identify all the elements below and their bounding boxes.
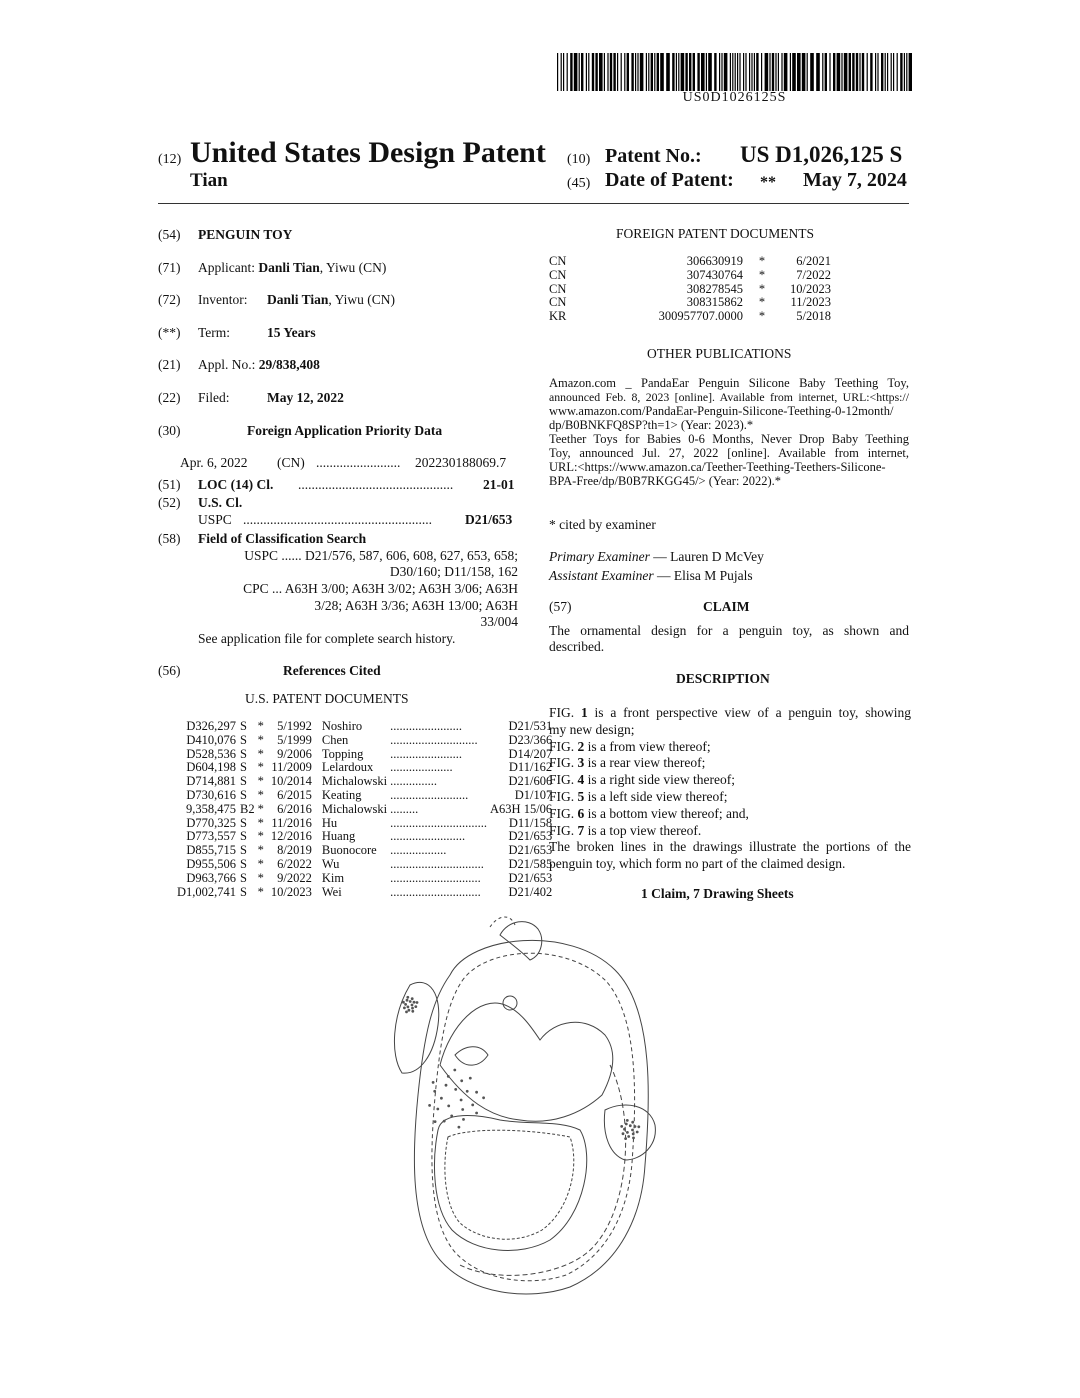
ref-class: D11/158 <box>508 815 553 830</box>
code-72: (72) <box>158 292 181 307</box>
barcode-number: US0D1026125S <box>682 90 787 105</box>
ref-star: * <box>257 732 264 747</box>
priority-date: Apr. 6, 2022 <box>180 455 248 470</box>
us-reference-row <box>177 748 552 762</box>
ref-kind: S <box>240 732 247 747</box>
code-10: (10) <box>567 152 591 167</box>
fig7-line: FIG. 7 is a top view thereof. <box>549 822 702 838</box>
ref-leader: ............................... <box>390 815 488 830</box>
uspc-value: D21/653 <box>465 512 513 527</box>
ref-kind: S <box>240 815 247 830</box>
ref-leader: ......... <box>390 801 419 816</box>
date-of-patent: May 7, 2024 <box>803 169 907 191</box>
references-cited-heading: References Cited <box>283 663 381 678</box>
fp-country: CN <box>549 254 567 268</box>
fp-date: 11/2023 <box>790 295 831 310</box>
penguin-body-outline <box>414 940 648 1294</box>
term-value: 15 Years <box>267 325 316 340</box>
ref-number: 9,358,475 <box>186 801 237 816</box>
ref-class: D21/402 <box>508 884 553 899</box>
ref-class: D21/653 <box>508 829 553 844</box>
other-publications <box>549 376 909 488</box>
patent-number: US D1,026,125 S <box>740 142 903 167</box>
other-pubs-heading: OTHER PUBLICATIONS <box>647 346 792 361</box>
ref-name: Chen <box>321 732 349 747</box>
ref-leader: ............................. <box>390 870 481 885</box>
ref-star: * <box>257 760 264 775</box>
ref-kind: S <box>240 884 247 899</box>
ref-date: 9/2022 <box>277 870 312 885</box>
ref-name: Lelardoux <box>321 760 374 775</box>
ref-date: 12/2016 <box>270 829 312 844</box>
fp-star: * <box>758 254 766 268</box>
ref-leader: .................... <box>390 760 453 775</box>
pub2-line4: BPA-Free/dp/B0B7RKGG45/> (Year: 2022).* <box>549 474 782 488</box>
ref-date: 9/2006 <box>277 746 312 761</box>
fp-country: CN <box>549 281 567 296</box>
ref-kind: S <box>240 719 247 733</box>
ref-name: Buonocore <box>321 843 377 858</box>
ref-leader: ......................... <box>390 787 469 802</box>
ref-date: 6/2016 <box>277 801 312 816</box>
fp-star: * <box>758 267 766 282</box>
priority-country: (CN) <box>277 455 305 470</box>
inventor: Danli Tian, Yiwu (CN) <box>267 292 396 307</box>
application-number: Appl. No.: 29/838,408 <box>198 357 320 372</box>
ref-number: D326,297 <box>186 719 237 733</box>
us-patent-docs-heading: U.S. PATENT DOCUMENTS <box>245 691 409 706</box>
field-cpc-line3: 33/004 <box>480 614 518 629</box>
date-marker: ** <box>760 174 776 191</box>
fp-number: 306630919 <box>686 254 743 268</box>
priority-heading: Foreign Application Priority Data <box>247 423 443 438</box>
ref-kind: S <box>240 760 247 775</box>
field-uspc-line2: D30/160; D11/158, 162 <box>389 564 518 579</box>
code-22: (22) <box>158 390 181 405</box>
date-of-patent-label: Date of Patent: <box>605 169 734 191</box>
claims-sheets-summary: 1 Claim, 7 Drawing Sheets <box>641 886 794 901</box>
ref-star: * <box>257 801 264 816</box>
ref-name: Michalowski <box>321 801 388 816</box>
fp-number: 307430764 <box>686 267 743 282</box>
loc-label: LOC (14) Cl. <box>198 477 274 492</box>
ref-leader: ....................... <box>390 746 463 761</box>
ref-kind: S <box>240 856 247 871</box>
ref-leader: .............................. <box>390 856 484 871</box>
penguin-left-flipper <box>394 982 438 1073</box>
foreign-references-table <box>549 255 831 324</box>
us-reference-row <box>177 817 552 831</box>
ref-name: Kim <box>321 870 345 885</box>
us-reference-row <box>177 872 552 886</box>
fp-date: 7/2022 <box>796 267 831 282</box>
code-45: (45) <box>567 176 591 191</box>
code-term: (**) <box>158 325 181 340</box>
foreign-reference-row <box>549 269 831 283</box>
ref-class: D11/162 <box>508 760 553 775</box>
us-references-table <box>177 720 552 899</box>
patent-type-title: United States Design Patent <box>190 136 546 169</box>
code-52: (52) <box>158 495 181 510</box>
ref-number: D604,198 <box>186 760 237 775</box>
ref-name: Huang <box>321 829 356 844</box>
ref-number: D1,002,741 <box>177 884 237 899</box>
fp-number: 300957707.0000 <box>658 309 743 324</box>
applicant: Applicant: Danli Tian, Yiwu (CN) <box>198 260 387 275</box>
pub2-line2: Toy, announced Jul. 27, 2022 [online]. Available from internet, <box>549 446 909 460</box>
ref-star: * <box>257 787 264 802</box>
ref-class: D23/366 <box>508 732 553 747</box>
ref-star: * <box>257 815 264 830</box>
ref-name: Wei <box>321 884 342 899</box>
ref-number: D528,536 <box>186 746 237 761</box>
inventor-label: Inventor: <box>198 292 248 307</box>
ref-date: 11/2016 <box>271 815 312 830</box>
field-uspc-line1: USPC ...... D21/576, 587, 606, 608, 627, 653, 658; <box>244 548 518 563</box>
us-reference-row <box>177 789 552 803</box>
ref-number: D410,076 <box>186 732 237 747</box>
filed-label: Filed: <box>198 390 230 405</box>
cited-by-examiner-note: * cited by examiner <box>549 517 656 532</box>
fp-country: KR <box>549 309 567 324</box>
us-reference-row <box>177 803 552 817</box>
us-reference-row <box>177 775 552 789</box>
ref-class: D21/653 <box>508 870 553 885</box>
ref-class: D14/207 <box>508 746 553 761</box>
fig1-line2: my new design; <box>549 721 635 737</box>
fp-date: 5/2018 <box>796 309 831 324</box>
patent-no-label: Patent No.: <box>605 145 702 167</box>
penguin-toy-drawing <box>380 915 690 1295</box>
penguin-face-mask <box>440 1003 613 1121</box>
broken-lines-line1: The broken lines in the drawings illustrate the portions of the <box>549 839 911 855</box>
ref-number: D963,766 <box>186 870 237 885</box>
fig3-line: FIG. 3 is a rear view thereof; <box>549 755 706 771</box>
fp-star: * <box>758 281 766 296</box>
us-reference-row <box>177 734 552 748</box>
penguin-tuft-dashed <box>490 917 515 927</box>
ref-star: * <box>257 843 264 858</box>
ref-kind: S <box>240 843 247 858</box>
ref-star: * <box>257 829 264 844</box>
ref-date: 6/2015 <box>277 787 312 802</box>
ref-date: 11/2009 <box>271 760 312 775</box>
code-56: (56) <box>158 663 181 678</box>
us-cl-label: U.S. Cl. <box>198 495 243 510</box>
pub1-line2: announced Feb. 8, 2023 [online]. Available from internet, URL:<https:// <box>549 390 909 404</box>
foreign-reference-row <box>549 296 831 310</box>
field-cpc-line1: CPC ... A63H 3/00; A63H 3/02; A63H 3/06; A63H <box>243 581 518 596</box>
ref-leader: ........................ <box>390 829 466 844</box>
term-label: Term: <box>198 325 231 340</box>
primary-examiner: Primary Examiner — Lauren D McVey <box>549 549 764 564</box>
ref-kind: S <box>240 746 247 761</box>
foreign-reference-row <box>549 310 831 324</box>
filed-date: May 12, 2022 <box>267 390 344 405</box>
foreign-reference-row <box>549 255 831 269</box>
ref-leader: ............... <box>390 774 438 789</box>
fp-country: CN <box>549 295 567 310</box>
fp-number: 308278545 <box>686 281 743 296</box>
ref-kind: S <box>240 870 247 885</box>
priority-leader: ......................... <box>316 455 401 470</box>
ref-star: * <box>257 884 264 899</box>
foreign-docs-heading: FOREIGN PATENT DOCUMENTS <box>616 226 815 241</box>
ref-star: * <box>257 774 264 789</box>
code-12: (12) <box>158 152 182 167</box>
fp-number: 308315862 <box>686 295 743 310</box>
ref-class: D21/653 <box>508 843 553 858</box>
ref-name: Noshiro <box>321 719 363 733</box>
ref-leader: ............................ <box>390 732 478 747</box>
us-reference-row <box>177 844 552 858</box>
penguin-beak <box>455 1047 488 1065</box>
fp-country: CN <box>549 267 567 282</box>
broken-lines-line2: penguin toy, which form no part of the claimed design. <box>549 856 846 872</box>
fig1-line1: FIG. 1 is a front perspective view of a penguin toy, showing <box>549 705 911 720</box>
fp-star: * <box>758 295 766 310</box>
ref-date: 8/2019 <box>277 843 312 858</box>
ref-date: 5/1999 <box>277 732 312 747</box>
description-text <box>549 705 911 873</box>
ref-kind: B2 <box>240 801 255 816</box>
field-search-heading: Field of Classification Search <box>198 531 367 546</box>
ref-kind: S <box>240 787 247 802</box>
header-divider <box>158 203 909 204</box>
ref-name: Hu <box>321 815 338 830</box>
barcode <box>557 53 912 91</box>
foreign-reference-row <box>549 283 831 297</box>
fig5-line: FIG. 5 is a left side view thereof; <box>549 788 728 804</box>
us-reference-row <box>177 858 552 872</box>
code-54: (54) <box>158 227 181 242</box>
code-58: (58) <box>158 531 181 546</box>
ref-name: Wu <box>321 856 340 871</box>
ref-leader: ....................... <box>390 719 463 733</box>
ref-class: A63H 15/06 <box>490 801 553 816</box>
loc-value: 21-01 <box>483 477 515 492</box>
code-30: (30) <box>158 423 181 438</box>
search-history-note: See application file for complete search history. <box>198 631 456 646</box>
ref-star: * <box>257 719 264 733</box>
invention-title: PENGUIN TOY <box>198 227 293 242</box>
field-cpc-line2: 3/28; A63H 3/36; A63H 13/00; A63H <box>314 598 518 613</box>
ref-date: 10/2023 <box>270 884 312 899</box>
ref-class: D21/531 <box>508 719 553 733</box>
ref-star: * <box>257 746 264 761</box>
ref-date: 5/1992 <box>277 719 312 733</box>
ref-class: D1/107 <box>514 787 553 802</box>
ref-kind: S <box>240 774 247 789</box>
fp-date: 10/2023 <box>790 281 831 296</box>
uspc-leader: ........................................................ <box>243 512 432 527</box>
ref-class: D21/585 <box>508 856 553 871</box>
fig2-line: FIG. 2 is a from view thereof; <box>549 738 711 754</box>
ref-number: D773,557 <box>186 829 237 844</box>
us-reference-row <box>177 886 552 900</box>
ref-class: D21/606 <box>508 774 553 789</box>
fig6-line: FIG. 6 is a bottom view thereof; and, <box>549 805 749 821</box>
ref-name: Michalowski <box>321 774 388 789</box>
ref-leader: ............................. <box>390 884 481 899</box>
us-reference-row <box>177 830 552 844</box>
ref-number: D955,506 <box>186 856 237 871</box>
ref-date: 10/2014 <box>270 774 312 789</box>
ref-number: D730,616 <box>186 787 237 802</box>
code-51: (51) <box>158 477 181 492</box>
code-57: (57) <box>549 599 572 614</box>
ref-star: * <box>257 856 264 871</box>
pub1-line1: Amazon.com _ PandaEar Penguin Silicone Baby Teething Toy, <box>549 376 909 390</box>
ref-star: * <box>257 870 264 885</box>
fp-date: 6/2021 <box>796 254 831 268</box>
ref-number: D770,325 <box>186 815 237 830</box>
us-reference-row <box>177 761 552 775</box>
ref-leader: .................. <box>390 843 447 858</box>
description-heading: DESCRIPTION <box>676 671 770 686</box>
claim-text: The ornamental design for a penguin toy, as shown and described. <box>549 623 909 654</box>
code-21: (21) <box>158 357 181 372</box>
ref-date: 6/2022 <box>277 856 312 871</box>
ref-number: D855,715 <box>186 843 237 858</box>
fp-star: * <box>758 309 766 324</box>
ref-name: Topping <box>321 746 364 761</box>
claim-heading: CLAIM <box>703 599 750 614</box>
pub2-line3: URL:<https://www.amazon.ca/Teether-Teething-Teethers-Silicone- <box>549 460 886 474</box>
code-71: (71) <box>158 260 181 275</box>
fig4-line: FIG. 4 is a right side view thereof; <box>549 772 735 788</box>
pub1-line4: dp/B0BNKFQ8SP?th=1> (Year: 2023).* <box>549 418 754 432</box>
ref-name: Keating <box>321 787 362 802</box>
penguin-belly-inner <box>445 1130 574 1239</box>
uspc-label: USPC <box>198 512 232 527</box>
us-reference-row <box>177 720 552 734</box>
priority-number: 202230188069.7 <box>415 455 507 470</box>
pub1-line3: www.amazon.com/PandaEar-Penguin-Silicone-Teething-0-12month/ <box>549 404 894 418</box>
ref-kind: S <box>240 829 247 844</box>
inventor-surname: Tian <box>190 170 228 191</box>
assistant-examiner: Assistant Examiner — Elisa M Pujals <box>549 568 753 583</box>
ref-number: D714,881 <box>186 774 237 789</box>
pub2-line1: Teether Toys for Babies 0-6 Months, Never Drop Baby Teething <box>549 432 909 446</box>
loc-leader: .............................................. <box>298 477 454 492</box>
